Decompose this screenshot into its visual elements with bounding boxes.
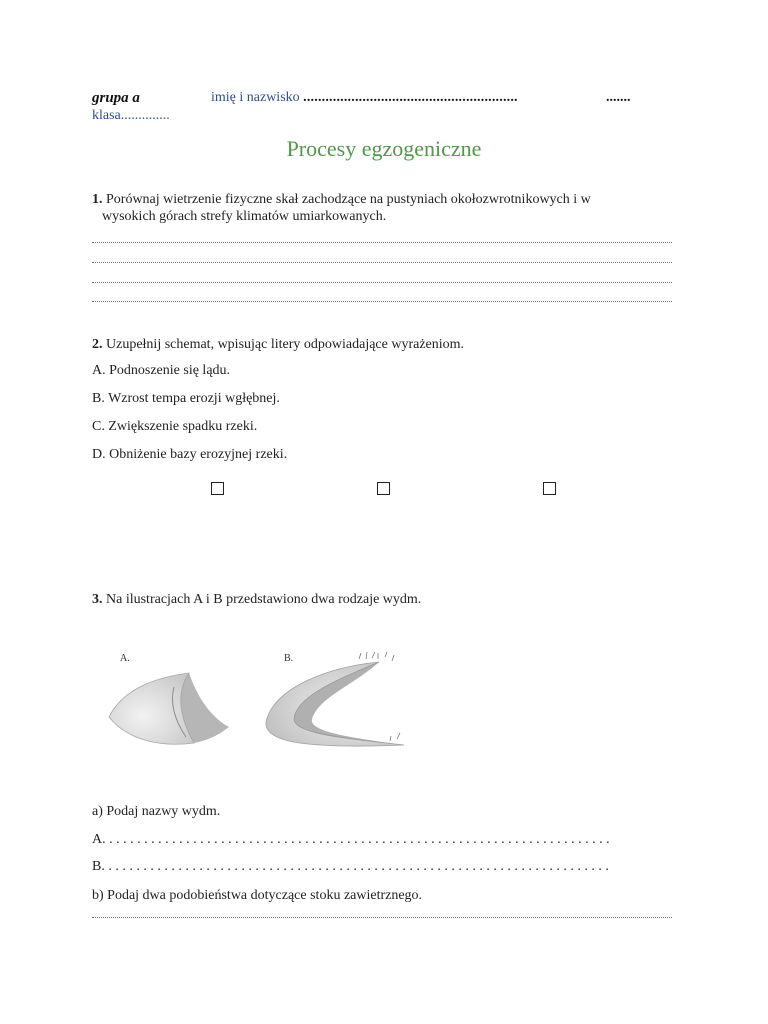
question-1 — [92, 190, 676, 209]
group-label: grupa a — [92, 90, 140, 106]
question-2-text: Uzupełnij schemat, wpisując litery odpowiadające wyrażeniom. — [106, 337, 465, 352]
page-title: Procesy egzogeniczne — [286, 136, 482, 161]
answer-b-line[interactable]: B. . . . . . . . . . . . . . . . . . . . . . . . . . . . . . . . . . . . . . . . . . . . . . . . . . . . . . . . . . . . . . . . . . . . . . . . . — [92, 859, 609, 874]
class-field[interactable] — [92, 108, 170, 124]
question-3 — [92, 590, 421, 609]
answer-line[interactable] — [92, 917, 672, 919]
answer-a-line[interactable]: A. . . . . . . . . . . . . . . . . . . . . . . . . . . . . . . . . . . . . . . . . . . . . . . . . . . . . . . . . . . . . . . . . . . . . . . . . — [92, 832, 610, 847]
name-dots: .......................................................... — [303, 90, 518, 105]
barchan-dune — [109, 673, 229, 744]
option-d: D. Obniżenie bazy erozyjnej rzeki. — [92, 447, 288, 462]
name-label: imię i nazwisko — [211, 90, 300, 105]
option-b: B. Wzrost tempa erozji wgłębnej. — [92, 391, 280, 406]
question-3-number: 3. — [92, 592, 103, 607]
extra-dots: ....... — [606, 90, 631, 105]
question-3a: a) Podaj nazwy wydm. — [92, 804, 221, 819]
parabolic-dune — [266, 652, 404, 746]
option-a: A. Podnoszenie się lądu. — [92, 363, 231, 378]
class-label: klasa — [92, 108, 121, 123]
question-2-number: 2. — [92, 337, 103, 352]
figure-label-b: B. — [284, 653, 294, 664]
answer-box[interactable] — [543, 482, 556, 495]
dunes-illustration — [104, 647, 408, 759]
question-1-number: 1. — [92, 192, 103, 207]
answer-line[interactable] — [92, 262, 672, 264]
question-1-text: Porównaj wietrzenie fizyczne skał zachodzące na pustyniach okołozwrotnikowych i w — [106, 192, 591, 207]
question-3-text: Na ilustracjach A i B przedstawiono dwa rodzaje wydm. — [106, 592, 422, 607]
name-field[interactable] — [211, 90, 518, 106]
option-c: C. Zwiększenie spadku rzeki. — [92, 419, 258, 434]
answer-line[interactable] — [92, 301, 672, 303]
class-dots: .............. — [120, 108, 170, 123]
question-1-text-cont: wysokich górach strefy klimatów umiarkowanych. — [102, 209, 387, 224]
answer-line[interactable] — [92, 282, 672, 284]
question-3b: b) Podaj dwa podobieństwa dotyczące stoku zawietrznego. — [92, 888, 423, 903]
figure-label-a: A. — [120, 653, 130, 664]
question-2 — [92, 335, 464, 354]
answer-box[interactable] — [377, 482, 390, 495]
answer-line[interactable] — [92, 242, 672, 244]
answer-box[interactable] — [211, 482, 224, 495]
